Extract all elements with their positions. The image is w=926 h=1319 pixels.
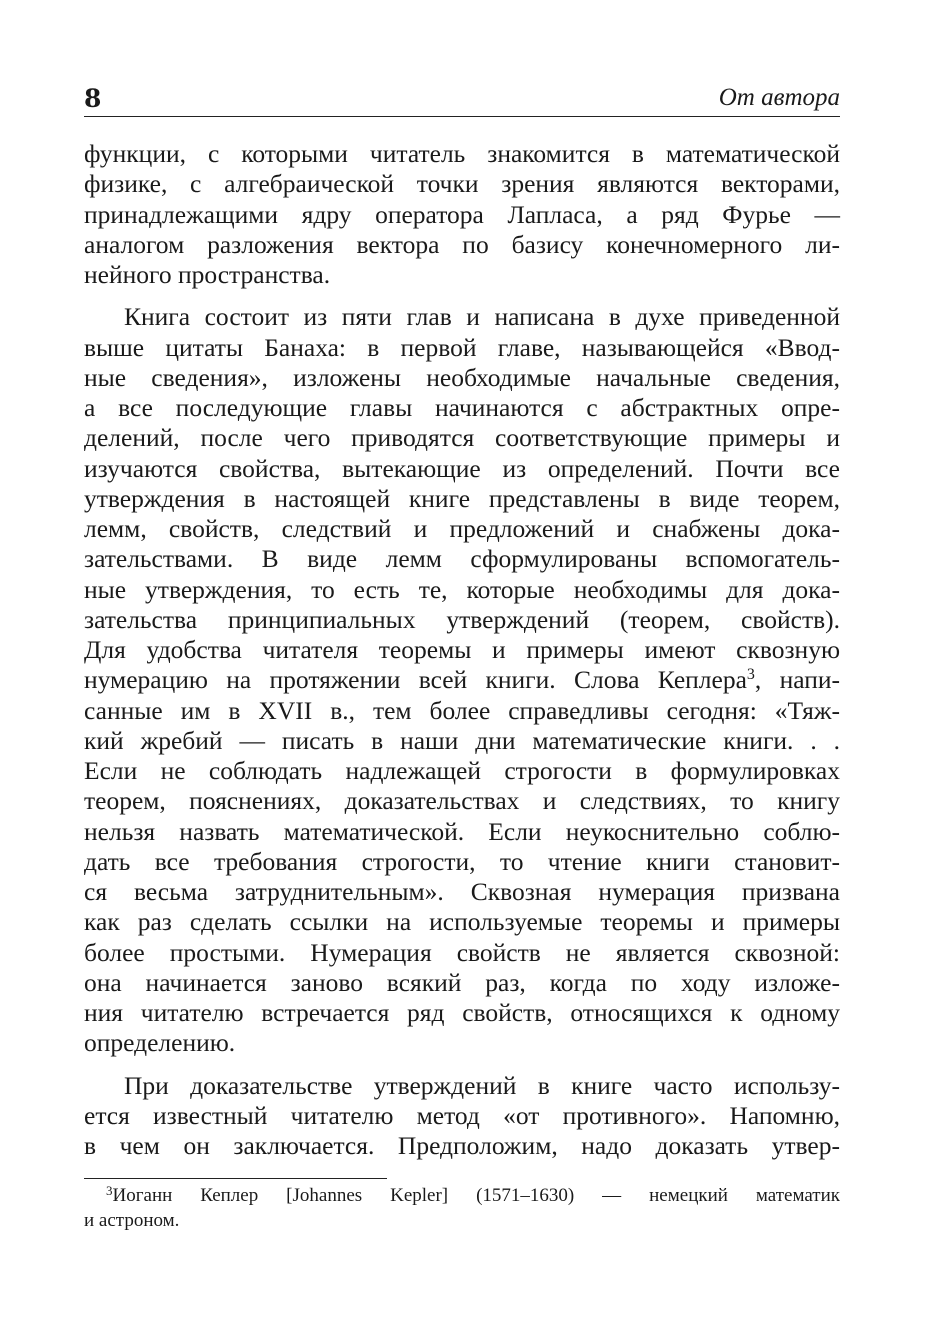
paragraph-2	[84, 302, 840, 1058]
footnote-text: Иоганн Кеплер [Johannes Kepler] (1571–1630) — немецкий математик	[112, 1185, 840, 1206]
footnote-mark: 3	[106, 1183, 113, 1198]
text-line: физике, с алгебраической точки зрения являются векторами,	[84, 169, 840, 199]
text-line: нейного пространства.	[84, 260, 331, 289]
text-line: изучаются свойства, вытекающие из определений. Почти все	[84, 453, 840, 483]
footnote-reference[interactable]: 3	[746, 666, 755, 684]
text-line: ные утверждения, то есть те, которые необходимы для дока-	[84, 574, 840, 604]
text-line-kepler	[84, 665, 840, 695]
footnote	[84, 1184, 840, 1233]
text-line: Книга состоит из пяти глав и написана в духе приведенной	[124, 302, 840, 332]
footnote-rule	[84, 1178, 387, 1179]
text-line: более простыми. Нумерация свойств не является сквозной:	[84, 937, 840, 967]
text-line: аналогом разложения вектора по базису конечномерного ли-	[84, 229, 840, 259]
text-line: лемм, свойств, следствий и предложений и снабжены дока-	[84, 514, 840, 543]
footnote-line	[84, 1184, 840, 1209]
text-line: Для удобства читателя теоремы и примеры имеют сквозную	[84, 635, 840, 664]
kepler-text-tail: , напи-	[754, 665, 841, 695]
text-line: санные им в XVII в., тем более справедливы сегодня: «Тяж-	[84, 695, 840, 725]
page-number: 8	[84, 84, 102, 113]
text-line: определению.	[84, 1028, 236, 1058]
text-line: а все последующие главы начинаются с абстрактных опре-	[84, 393, 840, 422]
kepler-text: нумерацию на протяжении всей книги. Слова Кеплера	[84, 665, 747, 695]
text-line: ется известный читателю метод «от противного». Напомню,	[84, 1100, 840, 1130]
page	[84, 84, 840, 1161]
text-line: ные сведения», изложены необходимые начальные сведения,	[84, 362, 840, 392]
running-title: От автора	[718, 84, 840, 111]
paragraph-3	[84, 1071, 840, 1162]
body-text	[84, 139, 840, 1161]
text-line: зательствами. В виде лемм сформулированы вспомогатель-	[84, 544, 840, 574]
paragraph-1	[84, 139, 840, 290]
text-line: кий жребий — писать в наши дни математические книги. . .	[84, 725, 840, 755]
text-line: Если не соблюдать надлежащей строгости в формулировках	[84, 756, 840, 785]
text-line: утверждения в настоящей книге представлены в виде теорем,	[84, 483, 840, 513]
text-line: делений, после чего приводятся соответствующие примеры и	[84, 423, 840, 453]
text-line: зательства принципиальных утверждений (теорем, свойств).	[84, 604, 840, 634]
text-line: как раз сделать ссылки на используемые теоремы и примеры	[84, 907, 840, 937]
text-line: принадлежащими ядру оператора Лапласа, а ряд Фурье —	[84, 199, 840, 229]
text-line: теорем, пояснениях, доказательствах и следствиях, то книгу	[84, 786, 840, 816]
text-line: ся весьма затруднительным». Сквозная нумерация призвана	[84, 877, 840, 906]
text-line: в чем он заключается. Предположим, надо доказать утвер-	[84, 1131, 840, 1160]
text-line: выше цитаты Банаха: в первой главе, называющейся «Ввод-	[84, 332, 840, 362]
text-line: функции, с которыми читатель знакомится в математической	[84, 139, 840, 168]
footnote-line: и астроном.	[84, 1209, 180, 1231]
text-line: ния читателю встречается ряд свойств, относящихся к одному	[84, 998, 840, 1027]
running-header	[84, 84, 840, 117]
text-line: При доказательстве утверждений в книге часто использу-	[124, 1070, 840, 1100]
text-line: нельзя назвать математической. Если неукоснительно соблю-	[84, 816, 840, 846]
text-line: она начинается заново всякий раз, когда по ходу изложе-	[84, 967, 840, 997]
text-line: дать все требования строгости, то чтение книги становит-	[84, 846, 840, 876]
